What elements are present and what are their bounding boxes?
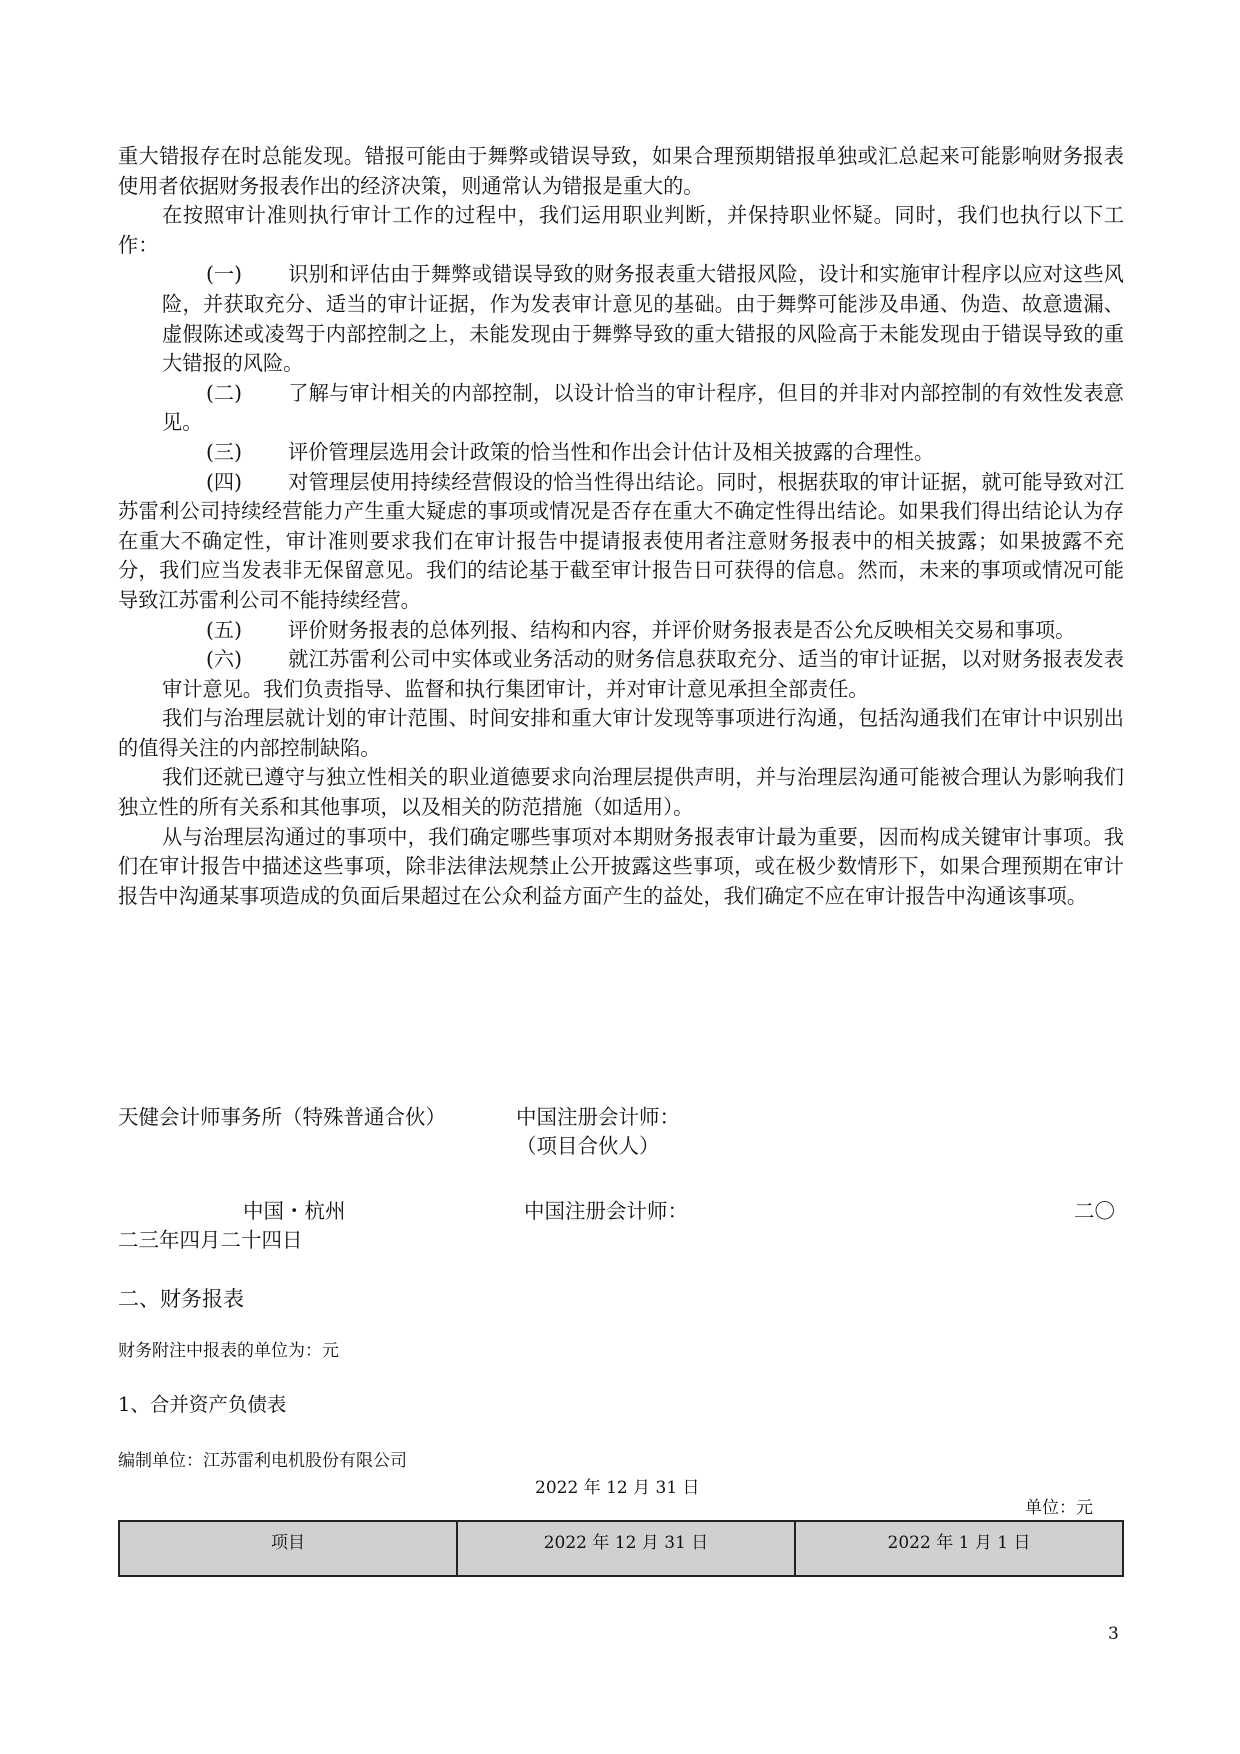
column-header-item: 项目 [119, 1521, 457, 1576]
list-item-number: (一) [206, 262, 242, 287]
currency-unit: 单位：元 [1025, 1498, 1093, 1518]
list-item-number: (四) [206, 469, 242, 494]
report-location: 中国・杭州 [243, 1199, 346, 1223]
list-item-4 [118, 468, 1124, 616]
list-item-2 [118, 379, 1124, 438]
list-item-text: 了解与审计相关的内部控制，以设计恰当的审计程序，但目的并非对内部控制的有效性发表意见。 [162, 380, 1124, 435]
list-item-6 [118, 645, 1124, 704]
list-item-number: (五) [206, 617, 242, 642]
paragraph-governance-communication: 我们与治理层就计划的审计范围、时间安排和重大审计发现等事项进行沟通，包括沟通我们在审计中识别出的值得关注的内部控制缺陷。 [118, 706, 1124, 760]
paragraph-independence: 我们还就已遵守与独立性相关的职业道德要求向治理层提供声明，并与治理层沟通可能被合理认为影响我们独立性的所有关系和其他事项，以及相关的防范措施（如适用）。 [118, 765, 1124, 820]
audit-report-body [118, 142, 1124, 911]
balance-sheet-table [118, 1520, 1124, 1577]
compiling-entity: 编制单位：江苏雷利电机股份有限公司 [118, 1451, 407, 1471]
statement-subtitle: 1、合并资产负债表 [118, 1393, 287, 1416]
list-item-3 [118, 438, 1124, 468]
cpa-label-second: 中国注册会计师： [524, 1199, 688, 1223]
report-date-part1: 二〇 [1074, 1199, 1115, 1223]
project-partner-note: （项目合伙人） [516, 1134, 660, 1158]
cpa-label-partner: 中国注册会计师： [516, 1105, 680, 1129]
list-item-text: 评价管理层选用会计政策的恰当性和作出会计估计及相关披露的合理性。 [288, 439, 935, 464]
list-item-1 [118, 260, 1124, 378]
audit-firm-name: 天健会计师事务所（特殊普通合伙） [118, 1105, 446, 1129]
table-header-row [119, 1521, 1123, 1576]
unit-note: 财务附注中报表的单位为：元 [118, 1341, 339, 1361]
column-header-current-period: 2022 年 12 月 31 日 [457, 1521, 795, 1576]
column-header-prior-period: 2022 年 1 月 1 日 [795, 1521, 1123, 1576]
list-item-text: 评价财务报表的总体列报、结构和内容，并评价财务报表是否公允反映相关交易和事项。 [288, 617, 1076, 642]
list-item-text: 就江苏雷利公司中实体或业务活动的财务信息获取充分、适当的审计证据，以对财务报表发表审计意见。我们负责指导、监督和执行集团审计，并对审计意见承担全部责任。 [162, 647, 1124, 701]
report-date-part2: 二三年四月二十四日 [118, 1228, 303, 1252]
list-item-5 [118, 616, 1124, 646]
page-number: 3 [1108, 1624, 1119, 1644]
list-item-number: (二) [206, 380, 242, 405]
list-item-text: 识别和评估由于舞弊或错误导致的财务报表重大错报风险，设计和实施审计程序以应对这些风险，并获取充分、适当的审计证据，作为发表审计意见的基础。由于舞弊可能涉及串通、伪造、故意遗漏、虚假陈述或凌驾于内部控制之上，未能发现由于舞弊导致的重大错报的风险高于未能发现由于错误导致的重大错报的风险。 [162, 262, 1124, 376]
paragraph-audit-work: 在按照审计准则执行审计工作的过程中，我们运用职业判断，并保持职业怀疑。同时，我们也执行以下工作： [118, 203, 1124, 257]
section-title: 二、财务报表 [118, 1287, 244, 1311]
list-item-number: (六) [206, 647, 242, 672]
list-item-text: 对管理层使用持续经营假设的恰当性得出结论。同时，根据获取的审计证据，就可能导致对江苏雷利公司持续经营能力产生重大疑虑的事项或情况是否存在重大不确定性得出结论。如果我们得出结论认为存在重大不确定性，审计准则要求我们在审计报告中提请报表使用者注意财务报表中的相关披露；如果披露不充分，我们应当发表非无保留意见。我们的结论基于截至审计报告日可获得的信息。然而，未来的事项或情况可能导致江苏雷利公司不能持续经营。 [118, 469, 1124, 612]
paragraph-key-audit-matters: 从与治理层沟通过的事项中，我们确定哪些事项对本期财务报表审计最为重要，因而构成关键审计事项。我们在审计报告中描述这些事项，除非法律法规禁止公开披露这些事项，或在极少数情形下，如果合理预期在审计报告中沟通某事项造成的负面后果超过在公众利益方面产生的益处，我们确定不应在审计报告中沟通该事项。 [118, 824, 1124, 908]
statement-date: 2022 年 12 月 31 日 [535, 1478, 700, 1498]
list-item-number: (三) [206, 439, 242, 464]
paragraph-material-misstatement: 重大错报存在时总能发现。错报可能由于舞弊或错误导致，如果合理预期错报单独或汇总起来可能影响财务报表使用者依据财务报表作出的经济决策，则通常认为错报是重大的。 [118, 144, 1124, 198]
